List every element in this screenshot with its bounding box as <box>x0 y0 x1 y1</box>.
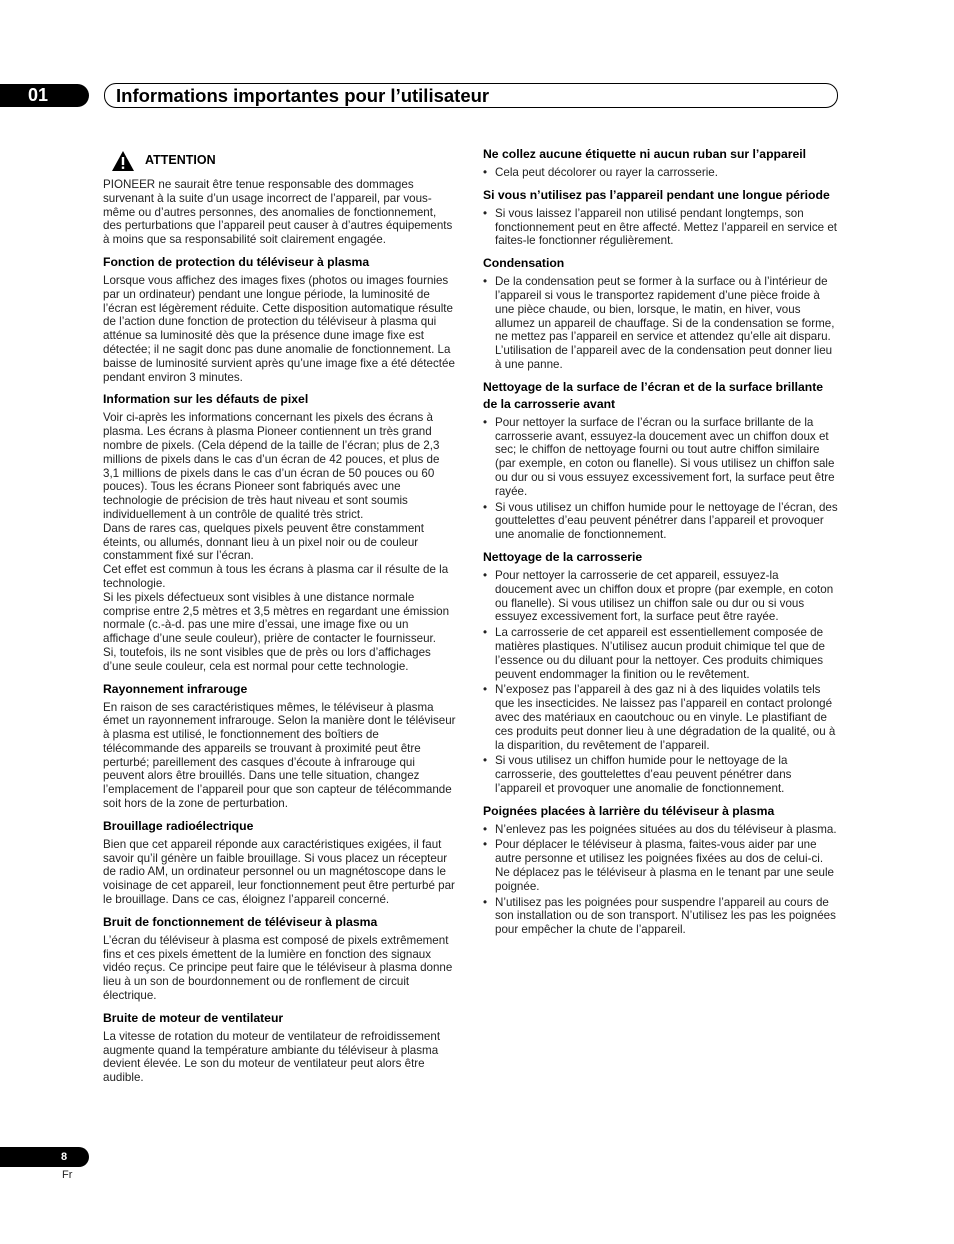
page-number: 8 <box>61 1151 68 1163</box>
warning-triangle-icon <box>111 150 135 172</box>
chapter-title: Informations importantes pour l’utilisateur <box>104 83 838 108</box>
language-code: Fr <box>62 1169 73 1181</box>
bullet-list-long-period <box>483 207 838 248</box>
list-item: • N’exposez pas l’appareil à des gaz ni à des liquides volatils tels que les insecticides. Ne laissez pas l’appareil en contact prolongé avec des matériaux en caoutchouc ou en vinyle. Le plastifiant de ces produits peut donner lieu à une dégradation de la qualité, ou à la disparition, du revêtement de l’appareil. <box>483 683 838 752</box>
section-text-pixel-defects-1: Voir ci-après les informations concernant les pixels des écrans à plasma. Les écrans à plasma Pioneer contiennent un très grand nombre de pixels. (Cela dépend de la taille de l’écran; plus de 2,3 millions de pixels dans le cas d’un écran de 42 pouces, et plus de 3,1 millions de pixels dans le cas d’un écran de 50 pouces ou 60 pouces). Tous les écrans Pioneer sont fabriqués avec une technologie de précision de très haut niveau et sont soumis individuellement à un contrôle de qualité très strict. <box>103 411 440 521</box>
section-title-operating-noise: Bruit de fonctionnement de téléviseur à plasma <box>103 914 378 929</box>
section-title-pixel-defects: Information sur les défauts de pixel <box>103 392 309 407</box>
section-title-screen-cleaning: Nettoyage de la surface de l’écran et de la surface brillante de la carrosserie avant <box>483 379 824 411</box>
list-item: • N’enlevez pas les poignées situées au dos du téléviseur à plasma. <box>483 823 838 837</box>
section-text-pixel-defects-4: Si les pixels défectueux sont visibles à une distance normale comprise entre 2,5 mètres et 3,5 mètres en regardant une émission normale (c.-à-d. pas une mire d’essai, une image fixe ou un affichage d’une seule couleur), prière de contacter le fournisseur. <box>103 590 450 646</box>
left-column <box>103 146 457 1085</box>
list-item: • Si vous laissez l’appareil non utilisé pendant longtemps, son fonctionnement peut en être affecté. Mettez l’appareil en service et faites-le fonctionner régulièrement. <box>483 207 838 248</box>
list-item: • Cela peut décolorer ou rayer la carrosserie. <box>483 166 838 180</box>
section-text-pixel-defects-2: Dans de rares cas, quelques pixels peuvent être constamment éteints, ou allumés, donnant lieu à un pixel noir ou de couleur constamment fixé sur l’écran. <box>103 521 424 563</box>
bullet-list-handles <box>483 823 838 937</box>
section-text-operating-noise: L’écran du téléviseur à plasma est composé de pixels extrêmement fins et ces pixels émettent de la lumière en fonction des signaux vidéo reçus. Ce principe peut faire que le téléviseur à plasma donne lieu à un son de bourdonnement ou de ronflement de circuit électrique. <box>103 933 453 1003</box>
section-title-long-period: Si vous n’utilisez pas l’appareil pendant une longue période <box>483 187 830 202</box>
section-title-condensation: Condensation <box>483 256 565 271</box>
right-column <box>483 146 838 939</box>
section-title-cabinet-cleaning: Nettoyage de la carrosserie <box>483 549 643 564</box>
section-text-radio-interference: Bien que cet appareil réponde aux caractéristiques exigées, il faut savoir qu’il génère un faible brouillage. Si vous placez un récepteur de radio AM, un ordinateur personnel ou un magnétoscope dans le voisinage de cet appareil, leur fonctionnement peut être perturbé par le brouillage. Dans ce cas, éloignez l’appareil concerné. <box>103 837 455 907</box>
bullet-list-no-labels <box>483 166 838 180</box>
attention-text: PIONEER ne saurait être tenue responsable des dommages survenant à la suite d’un usage incorrect de l’appareil, par vous-même ou d’autres personnes, des anomalies de fonctionnement, des perturbations que l’appareil peut causer à d’autres équipements à moins que sa responsabilité soit clairement engagée. <box>103 178 453 247</box>
section-title-infrared: Rayonnement infrarouge <box>103 681 248 696</box>
section-title-plasma-protection: Fonction de protection du téléviseur à plasma <box>103 254 370 269</box>
chapter-number: 01 <box>28 85 49 105</box>
section-title-fan-noise: Bruite de moteur de ventilateur <box>103 1010 284 1025</box>
list-item: • Pour nettoyer la surface de l’écran ou la surface brillante de la carrosserie avant, essuyez-la doucement avec un chiffon doux et sec; le chiffon de nettoyage fourni ou tout autre chiffon similaire (par exemple, en coton ou flanelle). Si vous utilisez un chiffon sale ou dur ou si vous essuyez excessivement fort, la surface peut être rayée. <box>483 416 838 499</box>
section-text-fan-noise: La vitesse de rotation du moteur de ventilateur de refroidissement augmente quand la température ambiante du téléviseur à plasma devient élevée. Le son du moteur de ventilateur peut alors être audible. <box>103 1029 441 1085</box>
chapter-number-tab <box>0 84 89 107</box>
section-title-radio-interference: Brouillage radioélectrique <box>103 818 254 833</box>
list-item: • Si vous utilisez un chiffon humide pour le nettoyage de l’écran, des gouttelettes d’eau peuvent pénétrer dans l’appareil et provoquer une anomalie de fonctionnement. <box>483 501 838 542</box>
list-item: • De la condensation peut se former à la surface ou à l’intérieur de l’appareil si vous le transportez rapidement d’une pièce froide à une pièce chaude, ou bien, lorsque, le matin, en hiver, vous allumez un appareil de chauffage. Si de la condensation se forme, ne mettez pas l’appareil en service et attendez qu’elle ait disparu. L’utilisation de l’appareil avec de la condensation peut donner lieu à une panne. <box>483 275 838 372</box>
page-number-tab <box>0 1147 89 1167</box>
list-item: • N’utilisez pas les poignées pour suspendre l’appareil au cours de son installation ou de son transport. N’utilisez les pas les poignées pour empêcher la chute de l’appareil. <box>483 896 838 937</box>
attention-heading <box>111 146 457 176</box>
section-text-pixel-defects-3: Cet effet est commun à tous les écrans à plasma car il résulte de la technologie. <box>103 563 449 590</box>
section-text-pixel-defects-5: Si, toutefois, ils ne sont visibles que de près ou lors d’affichages d’une seule couleur, cela est normal pour cette technologie. <box>103 645 431 673</box>
bullet-list-condensation <box>483 275 838 372</box>
section-text-infrared: En raison de ses caractéristiques mêmes, le téléviseur à plasma émet un rayonnement infrarouge. Selon la manière dont le téléviseur à plasma est utilisé, le fonctionnement des boîtiers de télécommande des appareils se trouvant à proximité peut être perturbé; pareillement des casques d’écoute à infrarouge qui peuvent alors être brouillés. Dans une telle situation, changez l’emplacement de l’appareil pour que son capteur de télécommande soit hors de la zone de perturbation. <box>103 700 456 811</box>
section-title-handles: Poignées placées à larrière du téléviseur à plasma <box>483 803 775 818</box>
attention-label: ATTENTION <box>145 153 216 168</box>
list-item: • Si vous utilisez un chiffon humide pour le nettoyage de la carrosserie, des gouttelettes d’eau peuvent pénétrer dans l’appareil et provoquer une anomalie de fonctionnement. <box>483 754 838 795</box>
list-item: • Pour déplacer le téléviseur à plasma, faites-vous aider par une autre personne et utilisez les poignées fixées au dos de celui-ci. Ne déplacez pas le téléviseur à plasma en le tenant par une seule poignée. <box>483 838 838 893</box>
bullet-list-screen-cleaning <box>483 416 838 542</box>
bullet-list-cabinet-cleaning <box>483 569 838 796</box>
list-item: • Pour nettoyer la carrosserie de cet appareil, essuyez-la doucement avec un chiffon doux et propre (par exemple, en coton ou flanelle). Si vous utilisez un chiffon sale ou dur ou si vous essuyez excessivement fort, la surface peut être rayée. <box>483 569 838 624</box>
section-text-plasma-protection: Lorsque vous affichez des images fixes (photos ou images fournies par un ordinateur) pendant une longue période, la luminosité de l’écran est légèrement réduite. Cette disposition automatique résulte de l’action dune fonction de protection du téléviseur à plasma qui atténue sa luminosité dès que la présence dune image fixe est détectée; il ne sagit donc pas dune anomalie de fonctionnement. La baisse de luminosité survient après qu’une image fixe a été détectée pendant environ 3 minutes. <box>103 273 455 384</box>
list-item: • La carrosserie de cet appareil est essentiellement composée de matières plastiques. N’utilisez aucun produit chimique tel que de l’essence ou du diluant pour la nettoyer. Ces produits chimiques peuvent endommager la finition ou le revêtement. <box>483 626 838 681</box>
section-title-no-labels: Ne collez aucune étiquette ni aucun ruban sur l’appareil <box>483 147 807 161</box>
